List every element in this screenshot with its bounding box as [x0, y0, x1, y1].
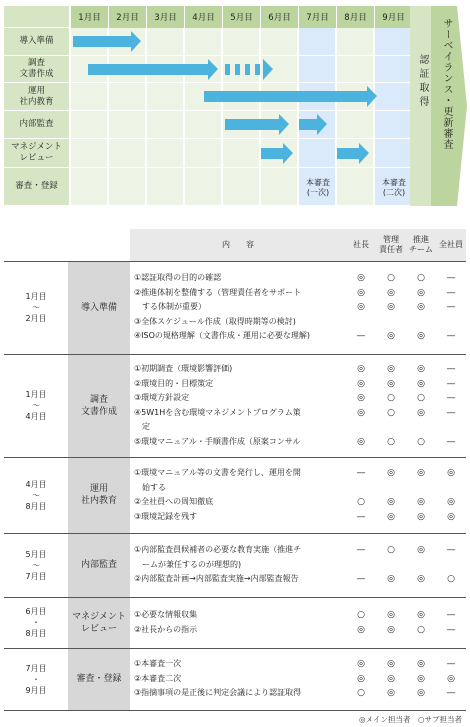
responsibility-cell: ◎ ◎ [376, 597, 406, 648]
certification-label: 認証取得 [417, 54, 428, 110]
table-header-row [4, 229, 466, 261]
schedule-arrow [337, 148, 359, 159]
review-second-label: 本審査 (二次) [382, 178, 406, 197]
period-cell: 4月目 〜 8月目 [4, 457, 68, 533]
content-cell: ①必要な情報収集 ②社長からの指示 [130, 597, 346, 648]
content-cell: ①本審査一次 ②本審査二次 ③指摘事項の是正後に判定会議により認証取得 [130, 648, 346, 710]
gantt-row-label: 内部監査 [4, 111, 69, 139]
month-header: 8月目 [337, 6, 375, 28]
schedule-dash [235, 64, 240, 75]
responsibility-cell: ○ ◎ ◎ ◎ [376, 261, 406, 354]
period-cell: 7月目 ・ 9月目 [4, 648, 68, 710]
header-content: 内 容 [130, 229, 346, 261]
responsibility-cell: — — [346, 533, 376, 597]
responsibility-cell: — — [436, 597, 466, 648]
schedule-arrow [261, 148, 283, 159]
legend: ◎メイン担当者 ○サブ担当者 [359, 715, 462, 724]
responsibility-cell: ◎ ◎ ◎ [406, 648, 436, 710]
responsibility-cell: ◎ ◎ ◎ ◎ ◎ [346, 354, 376, 457]
month-header: 9月目 [375, 6, 413, 28]
phase-cell: 審査・登録 [68, 648, 130, 710]
table-row [4, 457, 466, 533]
review-first-label: 本審査 (一次) [306, 178, 330, 197]
table-row [4, 533, 466, 597]
responsibility-cell: ◎ ◎ [406, 533, 436, 597]
header-role-all: 全社員 [436, 229, 466, 261]
header-role-president: 社長 [346, 229, 376, 261]
content-cell: ①認証取得の目的の確認 ②推進体制を整備する（管理責任者をサポート する体制が重要） ③全体スケジュール作成（取得時期等の検討) ④ISOの規格理解（文書作成・運用に必要な理解) [130, 261, 346, 354]
header-blank [4, 229, 68, 261]
header-role-manager: 管理 責任者 [376, 229, 406, 261]
schedule-dash-arrowhead [263, 59, 273, 80]
month-header: 5月目 [223, 6, 261, 28]
table-row [4, 648, 466, 710]
gantt-row-label: 調査 文書作成 [4, 56, 69, 83]
responsibility-cell: ◎ ◎ ◎ [376, 648, 406, 710]
responsibility-cell: ◎ ○ [406, 597, 436, 648]
month-header: 4月目 [185, 6, 223, 28]
phase-cell: 運用 社内教育 [68, 457, 130, 533]
schedule-dash [245, 64, 250, 75]
responsibility-cell: ◎ ◎ ◎ — [346, 261, 376, 354]
month-header: 1月目 [71, 6, 109, 28]
gantt-row-label: マネジメント レビュー [4, 139, 69, 168]
table-row [4, 354, 466, 457]
table-row [4, 597, 466, 648]
period-cell: 1月目 〜 2月目 [4, 261, 68, 354]
responsibility-cell: ◎ ◎ ○ ◎ ○ [406, 354, 436, 457]
gantt-corner [4, 6, 69, 28]
responsibility-cell: ◎ ◎ ◎ [406, 457, 436, 533]
phase-cell: マネジメント レビュー [68, 597, 130, 648]
header-role-team: 推進 チーム [406, 229, 436, 261]
gantt-row-track [71, 168, 410, 206]
period-cell: 5月目 〜 7月目 [4, 533, 68, 597]
content-cell: ①初期調査（環境影響評価) ②環境目的・目標策定 ③環境方針設定 ④5W1Hを含む環境マネジメントプログラム策 定 ⑤環境マニュアル・手順書作成（原案コンサル [130, 354, 346, 457]
responsibility-cell: ◎ ◎ ○ ○ ○ [376, 354, 406, 457]
responsibility-cell: — ○ — [346, 457, 376, 533]
content-cell: ①内部監査員候補者の必要な教育実施（推進チ ームが兼任するのが理想的) ②内部監査計画→内部監査実施→内部監査報告 [130, 533, 346, 597]
gantt-row-label: 審査・登録 [4, 168, 69, 206]
responsibility-cell: ○ ◎ ◎ ◎ [406, 261, 436, 354]
responsibility-cell: ◎ ◎ ◎ [376, 457, 406, 533]
period-cell: 1月目 〜 4月目 [4, 354, 68, 457]
month-header: 6月目 [261, 6, 299, 28]
schedule-gantt [4, 6, 468, 206]
schedule-dash [255, 64, 260, 75]
gantt-row-label: 導入準備 [4, 28, 69, 56]
month-header: 3月目 [147, 6, 185, 28]
responsibility-cell: ◎ ◎ ◎ [436, 457, 466, 533]
schedule-arrow [73, 36, 131, 47]
period-cell: 6月目 ・ 8月目 [4, 597, 68, 648]
responsibility-cell: ○ ◎ [346, 597, 376, 648]
schedule-dash [225, 64, 230, 75]
phase-cell: 内部監査 [68, 533, 130, 597]
content-cell: ①環境マニュアル等の文書を発行し、運用を開 始する ②全社員への周知徹底 ③環境記録を残す [130, 457, 346, 533]
schedule-arrow [299, 119, 317, 130]
header-blank-2 [68, 229, 130, 261]
task-table [4, 229, 466, 711]
responsibility-cell: — ◎ — [436, 648, 466, 710]
surveillance-label: サーベイランス・更新審査 [441, 18, 452, 150]
month-header: 2月目 [109, 6, 147, 28]
responsibility-cell: — — — — — [436, 354, 466, 457]
schedule-arrow [204, 91, 367, 102]
responsibility-cell: ○ ◎ [376, 533, 406, 597]
responsibility-cell: ◎ ◎ ○ [346, 648, 376, 710]
phase-cell: 導入準備 [68, 261, 130, 354]
phase-cell: 調査 文書作成 [68, 354, 130, 457]
gantt-row-label: 運用 社内教育 [4, 83, 69, 111]
responsibility-cell: — — — — [436, 261, 466, 354]
month-header: 7月目 [299, 6, 337, 28]
table-row [4, 261, 466, 354]
responsibility-cell: — ○ [436, 533, 466, 597]
schedule-arrow [88, 64, 208, 75]
schedule-arrow [225, 119, 279, 130]
